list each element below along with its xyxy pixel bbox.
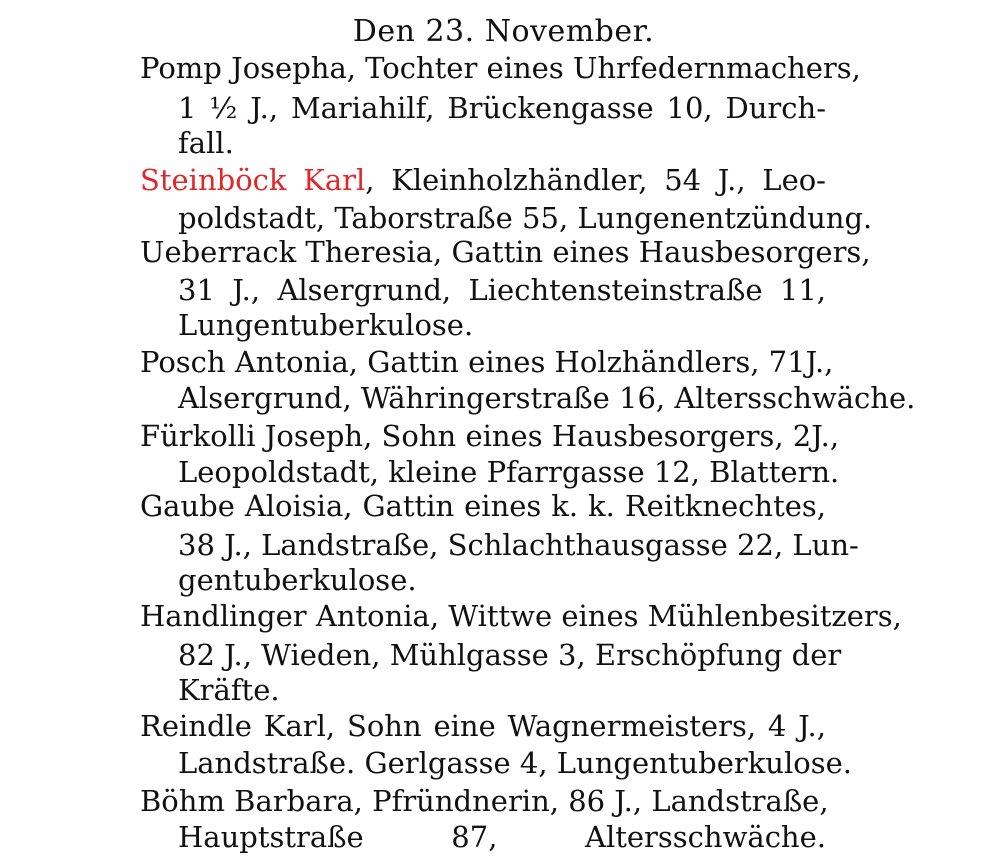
entry-line: Hauptstraße 87, Altersschwäche. [178,820,826,854]
entry-line: Alsergrund, Währingerstraße 16, Altersschwäche. [178,381,916,415]
entry-line: Böhm Barbara, Pfründnerin, 86 J., Landstraße, [140,784,829,818]
entry-line: Fürkolli Joseph, Sohn eines Hausbesorgers, 2J., [140,419,840,453]
date-heading: Den 23. November. [352,14,655,49]
entry-line: poldstadt, Taborstraße 55, Lungenentzündung. [178,201,873,235]
entry-line: Leopoldstadt, kleine Pfarrgasse 12, Blattern. [178,455,840,489]
entry-line: Reindle Karl, Sohn eine Wagnermeisters, 4 J., [140,709,826,743]
entry-line: Handlinger Antonia, Wittwe eines Mühlenbesitzers, [140,599,902,633]
entry-line: Posch Antonia, Gattin eines Holzhändlers, 71J., [140,345,834,379]
entry-line: Lungentuberkulose. [178,308,474,342]
entry-line: fall. [178,126,234,160]
entry-line: Gaube Aloisia, Gattin eines k. k. Reitknechtes, [140,489,826,523]
entry-line: Landstraße. Gerlgasse 4, Lungentuberkulose. [178,746,852,780]
entry-line: 82 J., Wieden, Mühlgasse 3, Erschöpfung der [178,638,842,672]
entry-line: Pomp Josepha, Tochter eines Uhrfedernmachers, [140,51,861,85]
entry-line: Ueberrack Theresia, Gattin eines Hausbesorgers, [140,235,871,269]
entry-line: 1 ½ J., Mariahilf, Brückengasse 10, Durch- [178,91,826,125]
entry-line: 38 J., Landstraße, Schlachthausgasse 22, Lun- [178,528,859,562]
entry-line: 31 J., Alsergrund, Liechtensteinstraße 11, [178,273,826,307]
highlighted-name: Steinböck Karl [140,163,366,197]
entry-line: Kräfte. [178,673,280,707]
entry-line [140,162,826,198]
entry-line: gentuberkulose. [178,563,417,597]
entry-line-rest: , Kleinholzhändler, 54 J., Leo- [365,163,826,197]
